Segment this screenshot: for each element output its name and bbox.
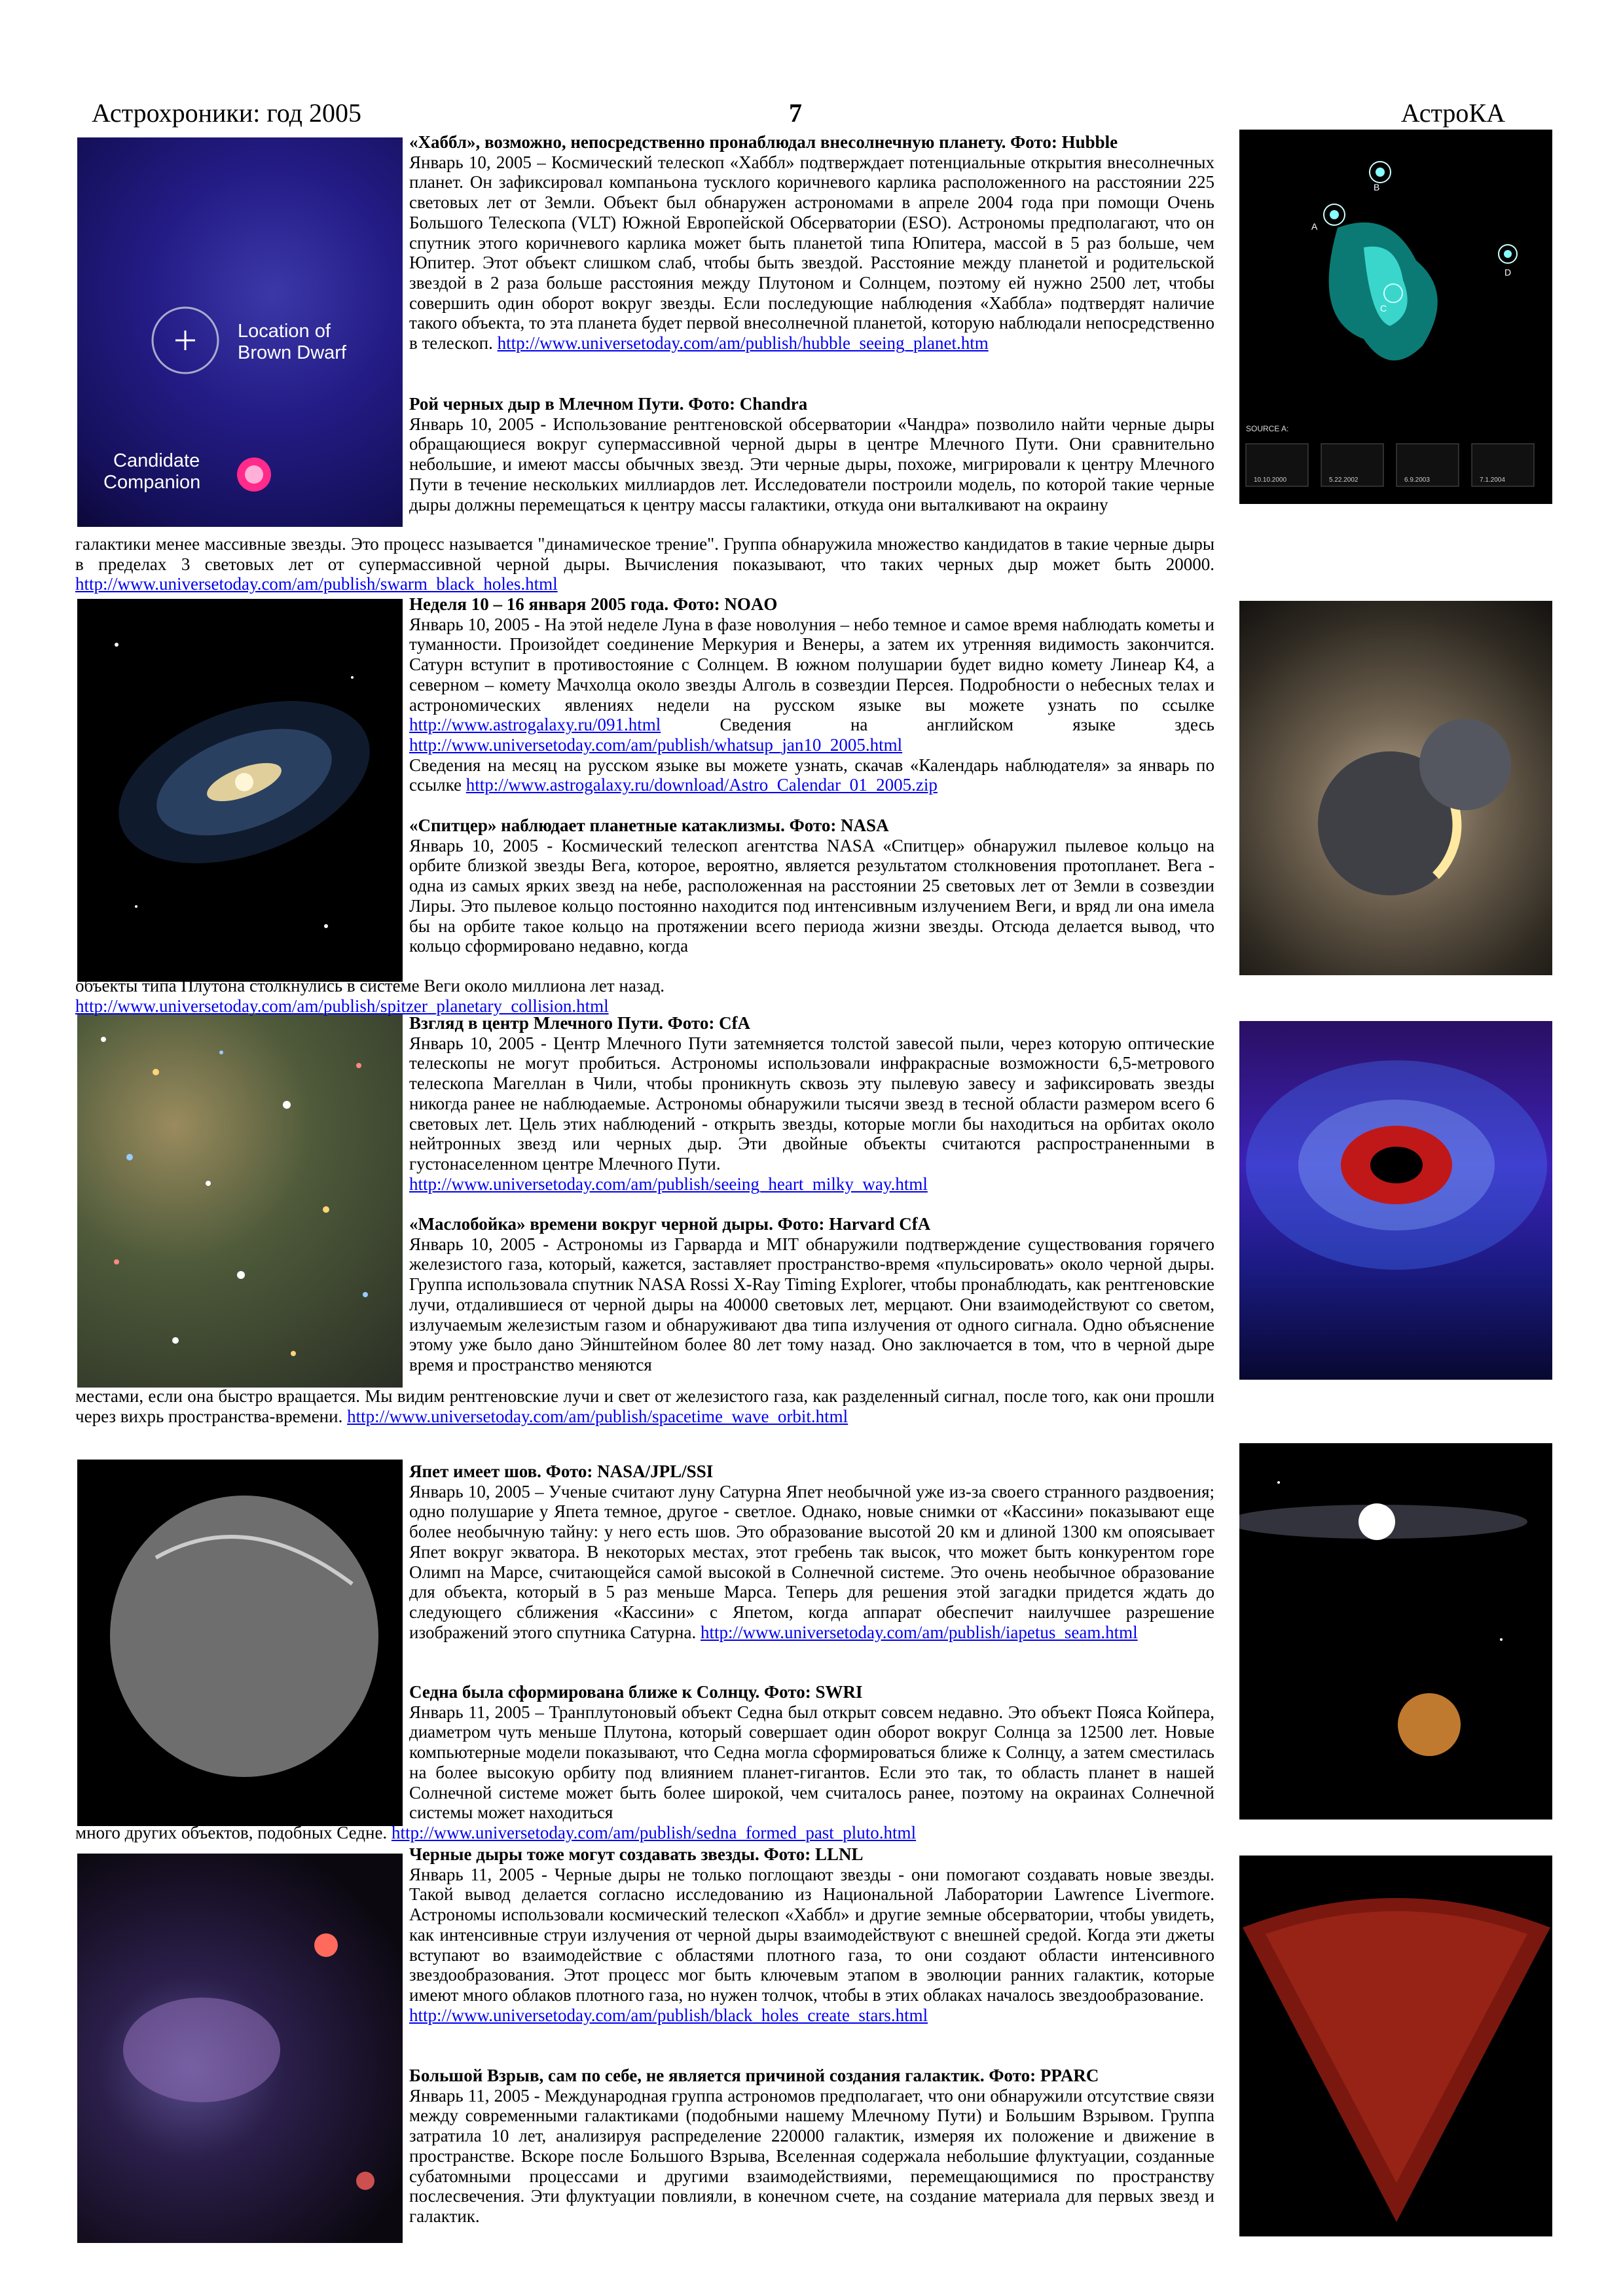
article-link-2[interactable]: http://www.universetoday.com/am/publish/whatsup_jan10_2005.html (409, 734, 903, 755)
article-spitzer (409, 816, 1214, 956)
article-title: «Маслобойка» времени вокруг черной дыры. Фото: Harvard CfA (409, 1214, 931, 1234)
hubble-label-line2: Brown Dwarf (238, 342, 346, 363)
page-number: 7 (789, 98, 802, 128)
black-hole-jets-image (77, 1854, 403, 2243)
article-body: Январь 11, 2005 - Черные дыры не только поглощают звезды - они помогают создавать новые звезды. Такой вывод делается согласно исследованию из Национальной Лаборатории Lawrence Livermore. Астрономы использовали космический телескоп «Хаббл» и другие земные обсерватории, чтобы увидеть, как интенсивные струи излучения от черной дыры взаимодействуют с внешней средой. Когда эти джеты вступают во взаимодействие с областями плотного газа, то они создают области интенсивного звездообразования. Этот процесс мог быть ключевым этапом в эволюции ранних галактик, которые имеют много облаков плотного газа, но нужен толчок, чтобы в этих облаках началось звездообразование. (409, 1864, 1214, 2005)
chandra-label-a: A (1311, 221, 1318, 232)
article-link-1[interactable]: http://www.astrogalaxy.ru/091.html (409, 715, 661, 735)
article-hubble (409, 132, 1214, 353)
chandra-label-b: B (1374, 182, 1380, 192)
article-title: Неделя 10 – 16 января 2005 года. Фото: NOAO (409, 594, 778, 614)
article-sedna (409, 1682, 1214, 1823)
article-chandra-continued: галактики менее массивные звезды. Это процесс называется "динамическое трение". Группа обнаружила множество кандидатов в такие черные дыры в пределах 3 световых лет от супермассивной черной дыры. Вычисления показывают, что таких черных дыр может быть 20000. http://www.universetoday.com/am/publish/swarm_black_holes.html (75, 534, 1214, 594)
article-link[interactable]: http://www.universetoday.com/am/publish/swarm_black_holes.html (75, 574, 558, 594)
article-week (409, 594, 1214, 795)
article-iapetus (409, 1462, 1214, 1642)
article-black-hole-continued: местами, если она быстро вращается. Мы видим рентгеновские лучи и свет от железистого газа, как разделенный сигнал, после того, как они прошли через вихрь пространства-времени. http://www.universetoday.com/am/publish/spacetime_wave_orbit.html (75, 1386, 1214, 1426)
article-title: Большой Взрыв, сам по себе, не является причиной создания галактик. Фото: PPARC (409, 2066, 1099, 2085)
hubble-brown-dwarf-image (77, 137, 403, 527)
planetary-collision-image (1239, 601, 1552, 975)
hubble-label-line3: Candidate (113, 450, 200, 471)
header-right: АстроКА (1400, 98, 1505, 128)
article-title: Рой черных дыр в Млечном Пути. Фото: Chandra (409, 394, 808, 414)
chandra-source-label: SOURCE A: (1246, 424, 1289, 433)
article-title: «Хаббл», возможно, непосредственно пронаблюдал внесолнечную планету. Фото: Hubble (409, 132, 1118, 152)
article-black-hole (409, 1214, 1214, 1375)
article-milky-way (409, 1013, 1214, 1194)
article-body: Январь 11, 2005 – Транплутоновый объект Седна был открыт совсем недавно. Это объект Пояса Койпера, диаметром чуть меньше Плутона, который совершает один оборот вокруг Солнца за 12500 лет. Новые компьютерные модели показывают, что Седна могла сформироваться ближе к Солнцу, а затем сместилась на более высокую орбиту под влиянием планет-гигантов. Если это так, то область планет в нашей Солнечной системе может быть более широкой, чем считалось ранее, поэтому на окраинах Солнечной системы может находиться (409, 1702, 1214, 1823)
article-sedna-continued: много других объектов, подобных Седне. http://www.universetoday.com/am/publish/sedna_formed_past_pluto.html (75, 1823, 917, 1842)
hubble-label-line1: Location of (238, 321, 331, 342)
black-hole-vortex-image (1239, 1021, 1552, 1380)
star-field-graphic (77, 1013, 403, 1388)
article-body-2: Сведения на месяц на русском языке вы можете узнать, скачав «Календарь наблюдателя» за январь по ссылке http://www.astrogalaxy.ru/download/Astro_Calendar_01_2005.zip (409, 755, 1214, 795)
article-big-bang (409, 2066, 1214, 2227)
spiral-galaxy-image (77, 599, 403, 982)
sedna-image (1239, 1443, 1552, 1820)
header-left: Астрохроники: год 2005 (92, 98, 361, 128)
milky-way-center-image (77, 1013, 403, 1388)
article-title: Седна была сформирована ближе к Солнцу. Фото: SWRI (409, 1682, 863, 1702)
chandra-date-2: 5.22.2002 (1329, 476, 1359, 484)
article-black-holes-stars (409, 1844, 1214, 2025)
article-title: Черные дыры тоже могут создавать звезды. Фото: LLNL (409, 1844, 864, 1864)
article-link-3[interactable]: http://www.astrogalaxy.ru/download/Astro_Calendar_01_2005.zip (465, 775, 938, 795)
chandra-date-1: 10.10.2000 (1254, 476, 1287, 484)
spiral-galaxy-graphic (77, 599, 403, 982)
vortex-graphic (1239, 1021, 1552, 1380)
galaxy-distribution-image (1239, 1856, 1552, 2236)
chandra-date-4: 7.1.2004 (1480, 476, 1505, 484)
hubble-label-line4: Companion (103, 472, 201, 493)
article-body: Январь 10, 2005 - На этой неделе Луна в фазе новолуния – небо темное и самое время наблюдать кометы и туманности. Произойдет соединение Меркурия и Венеры, а затем их утренняя видимость закончится. Сатурн вступит в противостояние с Солнцем. В южном полушарии будет видно комету Линеар К4, а северном – комету Мачхолца около звезды Алголь в созвездии Персея. Подробности о небесных телах и астрономических явлениях недели на русском языке вы можете узнать по ссылке http://www.astrogalaxy.ru/091.html Сведения на английском языке здесь http://www.universetoday.com/am/publish/whatsup_jan10_2005.html (409, 614, 1214, 755)
iapetus-image (77, 1460, 403, 1826)
article-title: Япет имеет шов. Фото: NASA/JPL/SSI (409, 1462, 714, 1481)
article-body: Январь 10, 2005 - Центр Млечного Пути затемняется толстой завесой пыли, через которую оптические телескопы не могут пробиться. Астрономы использовали инфракрасные возможности 6,5-метрового телескопа Магеллан в Чили, чтобы проникнуть сквозь эту пылевую завесу и зафиксировать звезды никогда ранее не наблюдаемые. Астрономы обнаружили тысячи звезд в тесной области размером всего 6 световых лет. Цель этих наблюдений - открыть звезды, которые могли бы находиться на орбитах около нейтронных звезд или черных дыр. Эти двойные объекты считаются распространенными в густонаселенном центре Млечного Пути. (409, 1033, 1214, 1174)
article-body: Январь 10, 2005 – Космический телескоп «Хаббл» подтверждает потенциальные открытия внесолнечных планет. Он зафиксировал компаньона тусклого коричневого карлика расположенного на расстоянии 225 световых лет от Земли. Объект был обнаружен астрономами в апреле 2004 года при помощи Очень Большого Телескопа (VLT) Южной Европейской Обсерватории (ESO). Астрономы предполагают, что он спутник этого коричневого карлика может быть планетой типа Юпитера, массой в 5 раз больше, чем Юпитер. Этот объект слишком слаб, чтобы быть звездой. Расстояние между планетой и родительской звездой в 2 раза больше расстояния между Плутоном и Солнцем, поэтому ей нужно 2500 лет, чтобы совершить один оборот вокруг звезды. Если последующие наблюдения «Хаббла» подтвердят наличие такого объекта, то эта планета будет первой внесолнечной планетой, которую наблюдали непосредственно в телескоп. http://www.universetoday.com/am/publish/hubble_seeing_planet.htm (409, 152, 1214, 353)
article-spitzer-continued: объекты типа Плутона столкнулись в системе Веги около миллиона лет назад. http://www.universetoday.com/am/publish/spitzer_planetary_collision.html (75, 976, 665, 1016)
article-chandra (409, 394, 1214, 514)
article-link[interactable]: http://www.universetoday.com/am/publish/sedna_formed_past_pluto.html (391, 1823, 917, 1842)
article-link[interactable]: http://www.universetoday.com/am/publish/hubble_seeing_planet.htm (497, 333, 989, 353)
article-link[interactable]: http://www.universetoday.com/am/publish/spitzer_planetary_collision.html (75, 996, 609, 1016)
chandra-date-3: 6.9.2003 (1404, 476, 1430, 484)
article-body: Январь 10, 2005 - Космический телескоп агентства NASA «Спитцер» обнаружил пылевое кольцо на орбите близкой звезды Вега, которое, вероятно, является результатом столкновения протопланет. Вега - одна из самых ярких звезд на небе, расположенная на расстоянии 25 световых лет от Земли в созвездии Лиры. Это пылевое кольцо постоянно находится под интенсивным излучением Веги, и вряд ли она имела бы на орбите такое кольцо на протяжении всего периода жизни звезды. Отсюда делается вывод, что кольцо сформировано недавно, когда (409, 835, 1214, 956)
iapetus-graphic (77, 1460, 403, 1826)
article-body: Январь 10, 2005 – Ученые считают луну Сатурна Япет необычной уже из-за своего странного раздвоения; одно полушарие у Япета темное, другое - светлое. Однако, новые снимки от «Кассини» показывают еще более необычную тайну: у него есть шов. Это образование высотой 20 км и длиной 1300 км опоясывает Япет вокруг экватора. В некоторых местах, этот гребень так высок, что может быть конкурентом горе Олимп на Марсе, считающейся самой высокой в Солнечной системе. Это очень необычное образование для объекта, который в 5 раз меньше Марса. Теперь для решения этой загадки придется ждать до следующего сближения «Кассини» с Япетом, когда аппарат обеспечит наилучшее разрешение изображений этого спутника Сатурна. http://www.universetoday.com/am/publish/iapetus_seam.html (409, 1481, 1214, 1642)
article-title: «Спитцер» наблюдает планетные катаклизмы. Фото: NASA (409, 816, 889, 835)
article-body: Январь 11, 2005 - Международная группа астрономов предполагает, что они обнаружили отсутствие связи между современными галактиками (подобными нашему Млечному Пути) и Большим Взрывом. Группа затратила 10 лет, анализируя распределение 220000 галактик, измеряя их положение и движение в пространстве. Вскоре после Большого Взрыва, Вселенная содержала небольшие флуктуации, созданные субатомными процессами и другими взаимодействиями, перемещающимися по пространству послесвечения. Эти флуктуации повлияли, в конечном счете, на создание материала для первых звезд и галактик. (409, 2085, 1214, 2226)
chandra-graphic (1239, 130, 1552, 504)
article-link[interactable]: http://www.universetoday.com/am/publish/black_holes_create_stars.html (409, 2005, 928, 2025)
collision-graphic (1239, 601, 1552, 975)
sedna-graphic (1239, 1443, 1552, 1820)
article-link[interactable]: http://www.universetoday.com/am/publish/seeing_heart_milky_way.html (409, 1174, 928, 1194)
jets-graphic (77, 1854, 403, 2243)
cone-graphic (1239, 1856, 1552, 2236)
article-link[interactable]: http://www.universetoday.com/am/publish/spacetime_wave_orbit.html (347, 1406, 848, 1426)
chandra-label-c: C (1380, 303, 1387, 314)
chandra-black-holes-image (1239, 130, 1552, 504)
chandra-label-d: D (1504, 267, 1512, 278)
article-link[interactable]: http://www.universetoday.com/am/publish/iapetus_seam.html (701, 1622, 1138, 1642)
article-title: Взгляд в центр Млечного Пути. Фото: CfA (409, 1013, 751, 1033)
article-body: Январь 10, 2005 - Использование рентгеновской обсерватории «Чандра» позволило найти черные дыры обращающиеся вокруг супермассивной черной дыры в центре Млечного Пути. Они сравнительно небольшие, и имеют массы обычных звезд. Эти черные дыры, похоже, мигрировали к центру Млечного Пути в течение нескольких миллиардов лет. Исследователи построили модель, по которой такие черные дыры должны перемещаться к центру массы галактики, откуда они выталкивают на окраину (409, 414, 1214, 514)
article-body: Январь 10, 2005 - Астрономы из Гарварда и MIT обнаружили подтверждение существования горячего железистого газа, который, кажется, заставляет пространство-время «пульсировать» около черной дыры. Группа использовала спутник NASA Rossi X-Ray Timing Explorer, чтобы пронаблюдать, как рентгеновские лучи, отдалившиеся от черной дыры на 40000 световых лет, мерцают. Они взаимодействуют со светом, излучаемым железистым газом и обнаруживают два типа излучения от одного сигнала. Одно объяснение этому уже было дано Эйнштейном более 80 лет тому назад. Оно заключается в том, что в черной дыре время и пространство меняются (409, 1234, 1214, 1374)
